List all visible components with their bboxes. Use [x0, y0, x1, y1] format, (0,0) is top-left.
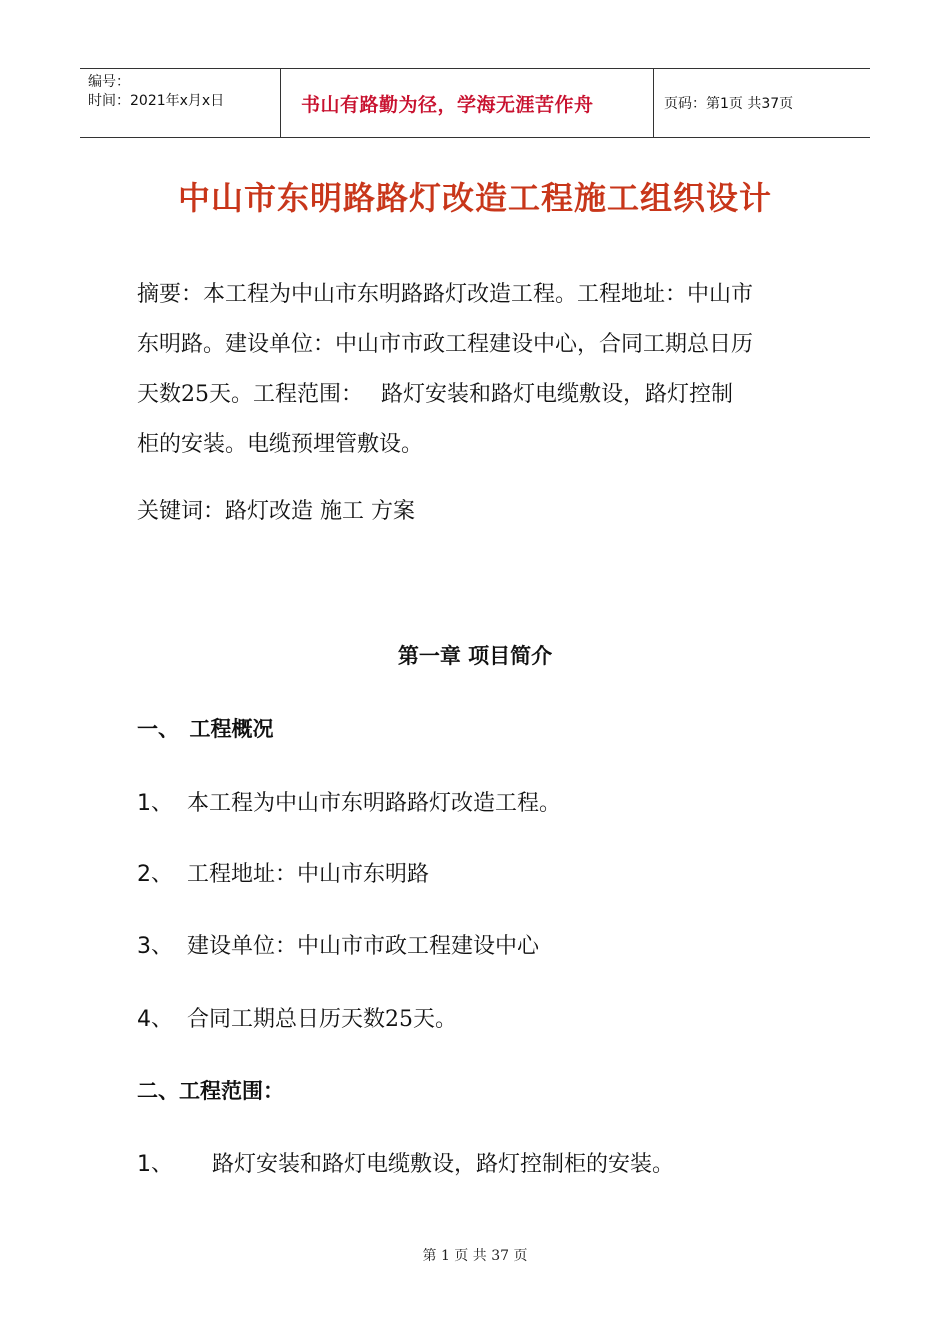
- list-item-text: 合同工期总日历天数25天。: [187, 1007, 457, 1032]
- list-item: [137, 1002, 457, 1033]
- list-item-number: 1、: [137, 791, 173, 816]
- header-table: [80, 68, 870, 138]
- list-item-text: 工程地址：中山市东明路: [187, 862, 430, 887]
- list-item: [137, 1147, 674, 1178]
- list-item-number: 3、: [137, 934, 173, 959]
- header-motto-cell: [281, 69, 654, 137]
- abstract-line: 东明路。建设单位：中山市市政工程建设中心，合同工期总日历: [137, 332, 754, 357]
- document-time-label: 时间：2021年x月x日: [88, 93, 225, 109]
- list-item-text: 本工程为中山市东明路路灯改造工程。: [187, 791, 562, 816]
- document-title: 中山市东明路路灯改造工程施工组织设计: [177, 179, 772, 217]
- list-item-number: 2、: [137, 862, 173, 887]
- list-item: [137, 857, 429, 888]
- keywords: 关键词：路灯改造 施工 方案: [137, 499, 415, 524]
- section-heading-scope: 二、工程范围：: [137, 1079, 284, 1103]
- list-item: [137, 929, 539, 960]
- list-item-text: 路灯安装和路灯电缆敷设，路灯控制柜的安装。: [212, 1152, 675, 1177]
- chapter-heading: 第一章 项目简介: [397, 644, 553, 668]
- list-item: [137, 786, 561, 817]
- abstract-line: 天数25天。工程范围： 路灯安装和路灯电缆敷设，路灯控制: [137, 382, 733, 407]
- abstract-line: 摘要：本工程为中山市东明路路灯改造工程。工程地址：中山市: [137, 282, 754, 307]
- list-item-number: 1、: [137, 1152, 173, 1177]
- header-page-cell: [654, 69, 870, 137]
- abstract-line: 柜的安装。电缆预埋管敷设。: [137, 432, 424, 457]
- abstract: [137, 270, 817, 470]
- section-heading-overview: 一、 工程概况: [137, 717, 274, 741]
- header-page-info: 页码：第1页 共37页: [664, 96, 794, 112]
- list-item-text: 建设单位：中山市市政工程建设中心: [187, 934, 540, 959]
- header-motto: 书山有路勤为径，学海无涯苦作舟: [301, 93, 594, 116]
- page-footer: 第 1 页 共 37 页: [422, 1248, 528, 1264]
- list-item-number: 4、: [137, 1007, 173, 1032]
- header-meta-cell: [80, 69, 281, 137]
- document-number-label: 编号：: [88, 74, 130, 90]
